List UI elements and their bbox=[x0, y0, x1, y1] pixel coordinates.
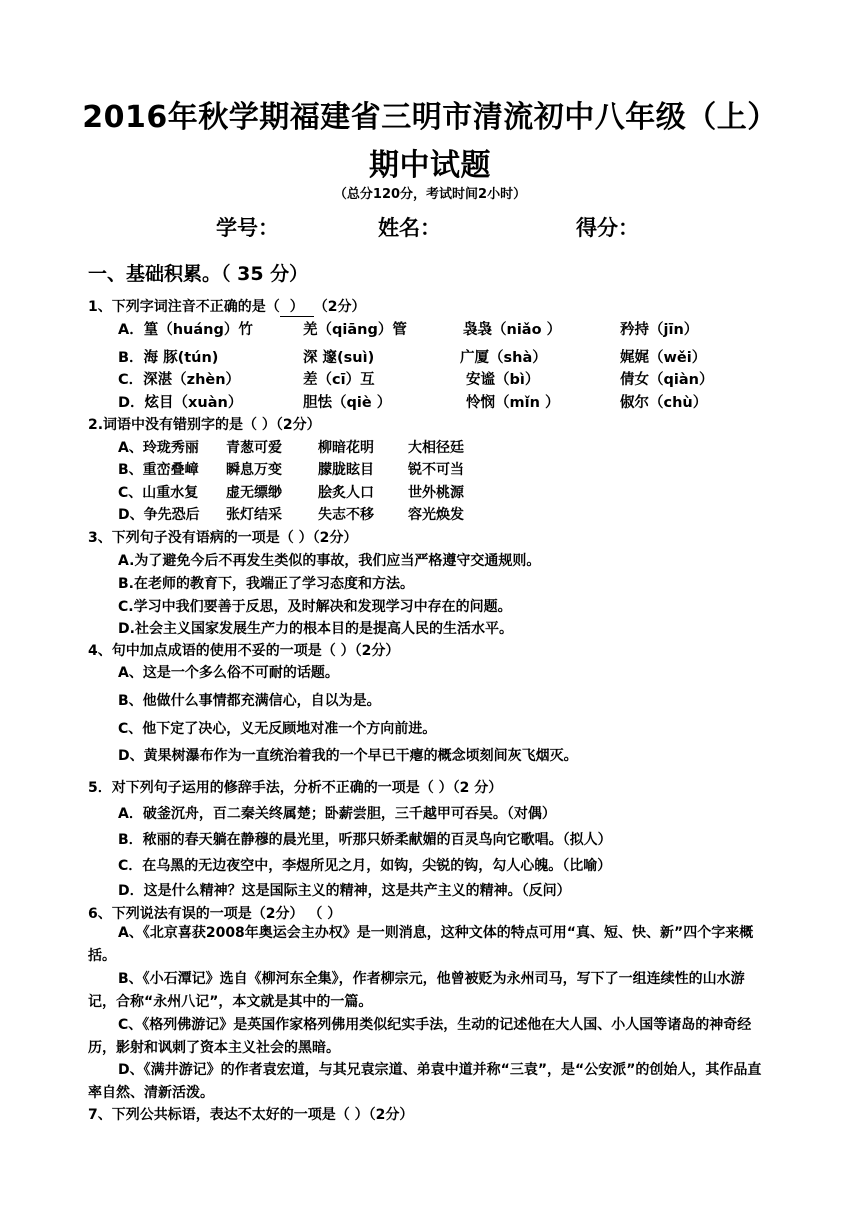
q2-option: C、山重水复 bbox=[118, 485, 199, 501]
question-6-stem: 6、下列说法有误的一项是（2分） （ ） bbox=[88, 906, 342, 922]
q1-option: 差（cī）互 bbox=[303, 372, 375, 388]
q1-option: 袅袅（niǎo ） bbox=[463, 322, 562, 338]
q2-option: 虚无缥缈 bbox=[226, 485, 282, 501]
q2-option: B、重峦叠嶂 bbox=[118, 462, 199, 478]
exam-title-line2: 期中试题 bbox=[369, 148, 491, 183]
q2-option: 青葱可爱 bbox=[226, 440, 282, 456]
q1-option: 矜持（jīn） bbox=[620, 322, 699, 338]
q1-option: 羌（qiāng）管 bbox=[303, 322, 407, 338]
q3-option-d: D.社会主义国家发展生产力的根本目的是提高人民的生活水平。 bbox=[118, 621, 513, 637]
score-label: 得分： bbox=[576, 216, 639, 240]
q2-option: 容光焕发 bbox=[408, 507, 464, 523]
question-2-stem: 2.词语中没有错别字的是（ ）（2分） bbox=[88, 417, 321, 433]
question-7-stem: 7、下列公共标语，表达不太好的一项是（ ）（2分） bbox=[88, 1107, 414, 1123]
student-id-label: 学号： bbox=[216, 216, 279, 240]
q1-option: B．海 豚(tún) bbox=[118, 350, 219, 366]
q5-option-a: A．破釜沉舟，百二秦关终属楚；卧薪尝胆，三千越甲可吞吴。（对偶） bbox=[118, 806, 556, 822]
q5-option-d: D．这是什么精神？这是国际主义的精神，这是共产主义的精神。（反问） bbox=[118, 883, 571, 899]
q1-option: 怜悯（mǐn ） bbox=[466, 395, 560, 411]
q1-option: 广厦（shà） bbox=[460, 350, 547, 366]
q1-option: D．炫目（xuàn） bbox=[118, 395, 243, 411]
q1-option: 安谧（bì） bbox=[466, 372, 540, 388]
q2-option: 柳暗花明 bbox=[318, 440, 374, 456]
q2-option: 朦胧眩目 bbox=[318, 462, 374, 478]
q1-option: A．篁（huáng）竹 bbox=[118, 322, 253, 338]
q6-option-d: D、《满井游记》的作者袁宏道，与其兄袁宗道、弟袁中道并称“三袁”，是“公安派”的创始人，其作品直率自然、清新活泼。 bbox=[88, 1062, 762, 1101]
q2-option: 张灯结采 bbox=[226, 507, 282, 523]
q2-option: 锐不可当 bbox=[408, 462, 464, 478]
q1-option: 深 邃(suì) bbox=[303, 350, 375, 366]
q1-option: 胆怯（qiè ） bbox=[303, 395, 392, 411]
q4-option-d: D、黄果树瀑布作为一直统治着我的一个早已干瘪的概念顷刻间灰飞烟灭。 bbox=[118, 748, 578, 764]
section-heading-basics: 一、基础积累。（ 35 分） bbox=[88, 263, 309, 285]
q6-option-b: B、《小石潭记》选自《柳河东全集》，作者柳宗元，他曾被贬为永州司马，写下了一组连续性的山水游记，合称“永州八记”，本文就是其中的一篇。 bbox=[88, 971, 745, 1010]
q1-option: 倩女（qiàn） bbox=[620, 372, 714, 388]
q4-option-a: A、这是一个多么俗不可耐的话题。 bbox=[118, 665, 339, 681]
q3-option-b: B.在老师的教育下，我端正了学习态度和方法。 bbox=[118, 576, 414, 592]
q4-option-c: C、他下定了决心，义无反顾地对准一个方向前进。 bbox=[118, 721, 437, 737]
q1-option: C．深湛（zhèn） bbox=[118, 372, 241, 388]
q2-option: 世外桃源 bbox=[408, 485, 464, 501]
q6-option-c: C、《格列佛游记》是英国作家格列佛用类似纪实手法，生动的记述他在大人国、小人国等诸岛的神奇经历，影射和讽刺了资本主义社会的黑暗。 bbox=[88, 1017, 752, 1056]
question-5-stem: 5．对下列句子运用的修辞手法，分析不正确的一项是（ ）（2 分） bbox=[88, 780, 503, 796]
q2-option: A、玲珑秀丽 bbox=[118, 440, 199, 456]
q1-option: 娓娓（wěi） bbox=[620, 350, 707, 366]
exam-note: （总分120分，考试时间2小时） bbox=[333, 187, 527, 202]
student-name-label: 姓名： bbox=[378, 216, 441, 240]
question-4-stem: 4、句中加点成语的使用不妥的一项是（ ）（2分） bbox=[88, 643, 400, 659]
q2-option: 脍炙人口 bbox=[318, 485, 374, 501]
q2-option: 大相径廷 bbox=[408, 440, 464, 456]
q2-option: 失志不移 bbox=[318, 507, 374, 523]
q1-option: 俶尔（chù） bbox=[620, 395, 708, 411]
q6-option-a: A、《北京喜获2008年奥运会主办权》是一则消息，这种文体的特点可用“真、短、快、新”四个字来概括。 bbox=[88, 925, 754, 964]
q3-option-c: C.学习中我们要善于反思，及时解决和发现学习中存在的问题。 bbox=[118, 599, 512, 615]
question-3-stem: 3、下列句子没有语病的一项是（ ）（2分） bbox=[88, 530, 358, 546]
question-1-stem: 1、下列字词注音不正确的是（） （2分） bbox=[88, 296, 366, 317]
q2-option: 瞬息万变 bbox=[226, 462, 282, 478]
q5-option-b: B．秾丽的春天躺在静穆的晨光里，听那只娇柔献媚的百灵鸟向它歌唱。（拟人） bbox=[118, 832, 612, 848]
exam-title-line1: 2016年秋学期福建省三明市清流初中八年级（上） bbox=[82, 100, 778, 135]
q5-option-c: C．在乌黑的无边夜空中，李煜所见之月，如钩，尖锐的钩，勾人心魄。（比喻） bbox=[118, 858, 612, 874]
q3-option-a: A.为了避免今后不再发生类似的事故，我们应当严格遵守交通规则。 bbox=[118, 553, 541, 569]
q4-option-b: B、他做什么事情都充满信心，自以为是。 bbox=[118, 693, 381, 709]
q2-option: D、争先恐后 bbox=[118, 507, 200, 523]
